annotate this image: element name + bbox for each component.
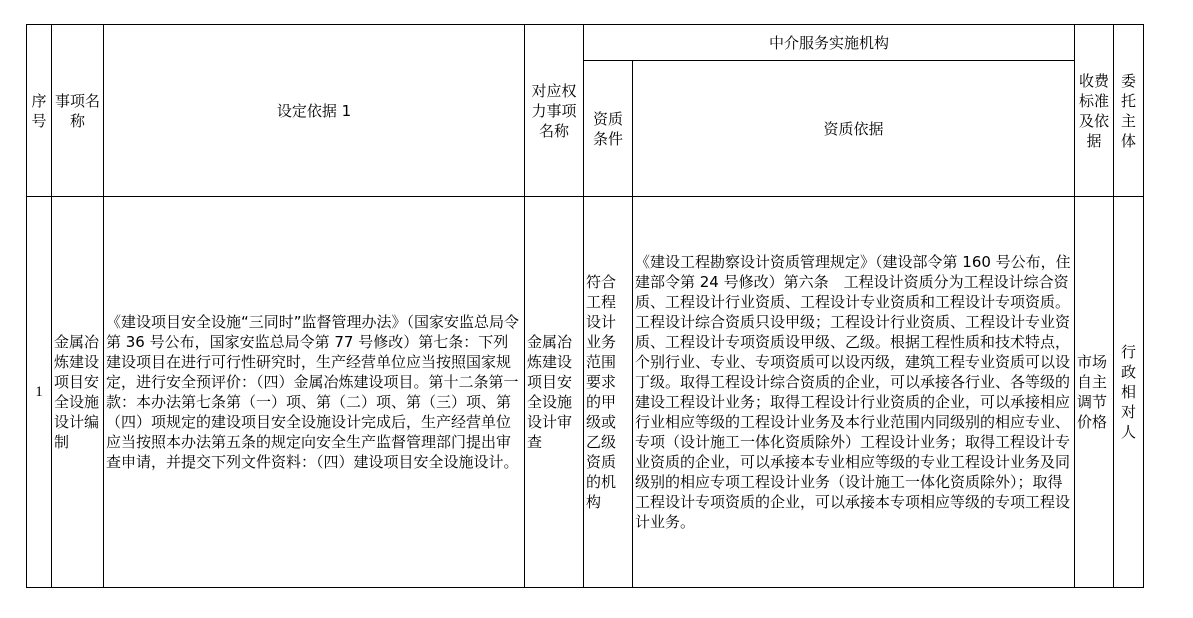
header-seq: 序号 [27, 25, 52, 197]
cell-qualification-basis: 《建设工程勘察设计资质管理规定》（建设部令第 160 号公布，住建部令第 24 号修改）第六条 工程设计资质分为工程设计综合资质、工程设计行业资质、工程设计专业资质和工程设计专项资质。工程设计综合资质只设甲级；工程设计行业资质、工程设计专业资质、工程设计专项资质设甲级、乙级。根据工程性质和技术特点，个别行业、专业、专项资质可以设丙级，建筑工程专业资质可以设丁级。取得工程设计综合资质的企业，可以承接各行业、各等级的建设工程设计业务；取得工程设计行业资质的企业，可以承接相应行业相应等级的工程设计业务及本行业范围内同级别的相应专业、专项（设计施工一体化资质除外）工程设计业务；取得工程设计专业资质的企业，可以承接本专业相应等级的专业工程设计业务及同级别的相应专项工程设计业务（设计施工一体化资质除外）；取得工程设计专项资质的企业，可以承接本专项相应等级的专项工程设计业务。 [633, 197, 1075, 588]
header-qualification-basis: 资质依据 [633, 61, 1075, 197]
header-fee: 收费标准及依据 [1075, 25, 1114, 197]
cell-seq: 1 [27, 197, 52, 588]
header-item-name: 事项名称 [52, 25, 104, 197]
cell-fee: 市场自主调节价格 [1075, 197, 1114, 588]
table-row [27, 197, 1144, 588]
header-entrust: 委托主体 [1114, 25, 1144, 197]
cell-basis: 《建设项目安全设施“三同时”监督管理办法》（国家安监总局令第 36 号公布，国家安监总局令第 77 号修改）第七条：下列建设项目在进行可行性研究时，生产经营单位应当按照国家规定，进行安全预评价：（四）金属冶炼建设项目。第十二条第一款：本办法第七条第（一）项、第（二）项、第（三）项、第（四）项规定的建设项目安全设施设计完成后，生产经营单位应当按照本办法第五条的规定向安全生产监督管理部门提出审查申请，并提交下列文件资料：（四）建设项目安全设施设计。 [104, 197, 525, 588]
header-power-name: 对应权力事项名称 [525, 25, 584, 197]
cell-item-name: 金属冶炼建设项目安全设施设计编制 [52, 197, 104, 588]
cell-qualification-cond: 符合工程设计业务范围要求的甲级或乙级资质的机构 [584, 197, 633, 588]
header-basis: 设定依据 1 [104, 25, 525, 197]
service-table [26, 24, 1144, 588]
header-qualification-cond: 资质条件 [584, 61, 633, 197]
header-agency-group: 中介服务实施机构 [584, 25, 1075, 61]
cell-entrust: 行政相对人 [1114, 197, 1144, 588]
cell-power-name: 金属冶炼建设项目安全设施设计审查 [525, 197, 584, 588]
